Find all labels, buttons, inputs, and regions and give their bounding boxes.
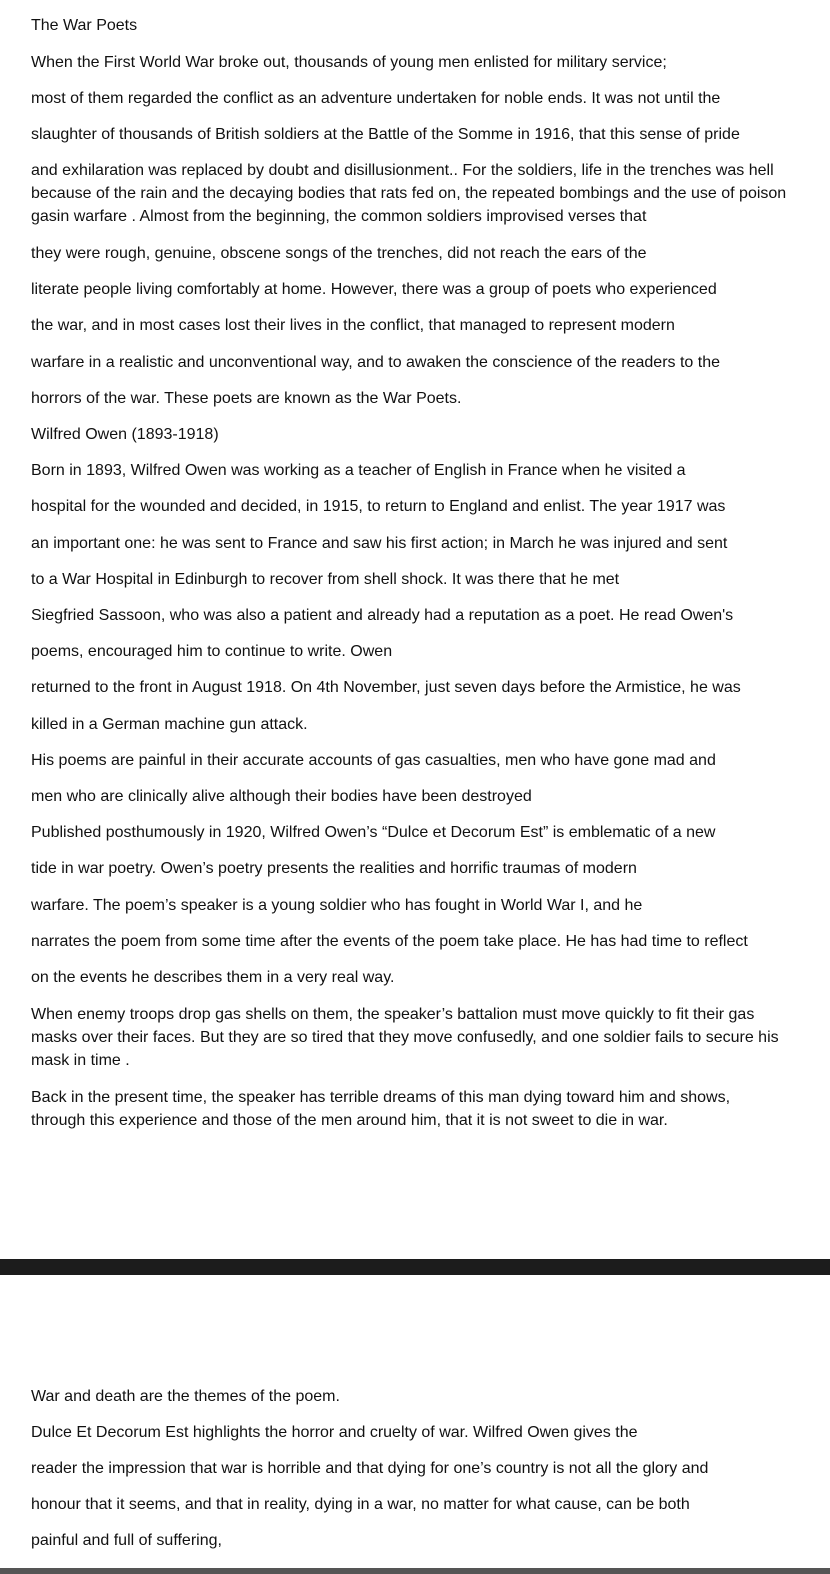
text-line: an important one: he was sent to France and saw his first action; in March he was injured and sent bbox=[31, 535, 728, 552]
text-line: Dulce Et Decorum Est highlights the horror and cruelty of war. Wilfred Owen gives the bbox=[31, 1424, 638, 1441]
text-line: poems, encouraged him to continue to write. Owen bbox=[31, 643, 393, 660]
document-title: The War Poets bbox=[31, 17, 138, 34]
page-separator bbox=[0, 1259, 830, 1275]
text-line: reader the impression that war is horrible and that dying for one’s country is not all the glory and bbox=[31, 1460, 709, 1477]
text-line: gasin warfare . Almost from the beginning, the common soldiers improvised verses that bbox=[31, 208, 647, 225]
text-line: men who are clinically alive although their bodies have been destroyed bbox=[31, 788, 532, 805]
text-line: literate people living comfortably at home. However, there was a group of poets who experienced bbox=[31, 281, 717, 298]
text-line: horrors of the war. These poets are known as the War Poets. bbox=[31, 390, 462, 407]
text-line: masks over their faces. But they are so tired that they move confusedly, and one soldier fails to secure his bbox=[31, 1029, 779, 1046]
text-line: warfare in a realistic and unconventional way, and to awaken the conscience of the readers to the bbox=[31, 354, 721, 371]
text-line: Siegfried Sassoon, who was also a patient and already had a reputation as a poet. He read Owen's bbox=[31, 607, 734, 624]
section-heading: Wilfred Owen (1893-1918) bbox=[31, 426, 219, 443]
text-line: to a War Hospital in Edinburgh to recover from shell shock. It was there that he met bbox=[31, 571, 620, 588]
text-line: most of them regarded the conflict as an adventure undertaken for noble ends. It was not until the bbox=[31, 90, 721, 107]
text-line: returned to the front in August 1918. On 4th November, just seven days before the Armistice, he was bbox=[31, 679, 741, 696]
text-line: killed in a German machine gun attack. bbox=[31, 716, 308, 733]
text-line: honour that it seems, and that in reality, dying in a war, no matter for what cause, can be both bbox=[31, 1496, 690, 1513]
text-line: Published posthumously in 1920, Wilfred Owen’s “Dulce et Decorum Est” is emblematic of a new bbox=[31, 824, 716, 841]
text-line: because of the rain and the decaying bodies that rats fed on, the repeated bombings and the use of poison bbox=[31, 185, 787, 202]
text-line: warfare. The poem’s speaker is a young soldier who has fought in World War I, and he bbox=[31, 897, 643, 914]
text-line: hospital for the wounded and decided, in 1915, to return to England and enlist. The year 1917 was bbox=[31, 498, 726, 515]
text-line: the war, and in most cases lost their lives in the conflict, that managed to represent modern bbox=[31, 317, 675, 334]
text-line: Born in 1893, Wilfred Owen was working as a teacher of English in France when he visited a bbox=[31, 462, 686, 479]
text-line: painful and full of suffering, bbox=[31, 1532, 222, 1549]
document-page-2 bbox=[0, 1275, 830, 1568]
text-line: Back in the present time, the speaker has terrible dreams of this man dying toward him and shows, bbox=[31, 1089, 731, 1106]
text-line: they were rough, genuine, obscene songs of the trenches, did not reach the ears of the bbox=[31, 245, 647, 262]
text-line: narrates the poem from some time after the events of the poem take place. He has had time to reflect bbox=[31, 933, 748, 950]
bottom-edge-bar bbox=[0, 1568, 830, 1574]
text-line: and exhilaration was replaced by doubt and disillusionment.. For the soldiers, life in the trenches was hell bbox=[31, 162, 774, 179]
text-line: tide in war poetry. Owen’s poetry presents the realities and horrific traumas of modern bbox=[31, 860, 637, 877]
text-line: on the events he describes them in a very real way. bbox=[31, 969, 395, 986]
text-line: mask in time . bbox=[31, 1052, 130, 1069]
text-line: When the First World War broke out, thousands of young men enlisted for military service; bbox=[31, 54, 667, 71]
text-line: When enemy troops drop gas shells on them, the speaker’s battalion must move quickly to fit their gas bbox=[31, 1006, 755, 1023]
text-line: War and death are the themes of the poem. bbox=[31, 1388, 340, 1405]
text-line: slaughter of thousands of British soldiers at the Battle of the Somme in 1916, that this sense of pride bbox=[31, 126, 740, 143]
text-line: through this experience and those of the men around him, that it is not sweet to die in war. bbox=[31, 1112, 668, 1129]
text-line: His poems are painful in their accurate accounts of gas casualties, men who have gone mad and bbox=[31, 752, 716, 769]
